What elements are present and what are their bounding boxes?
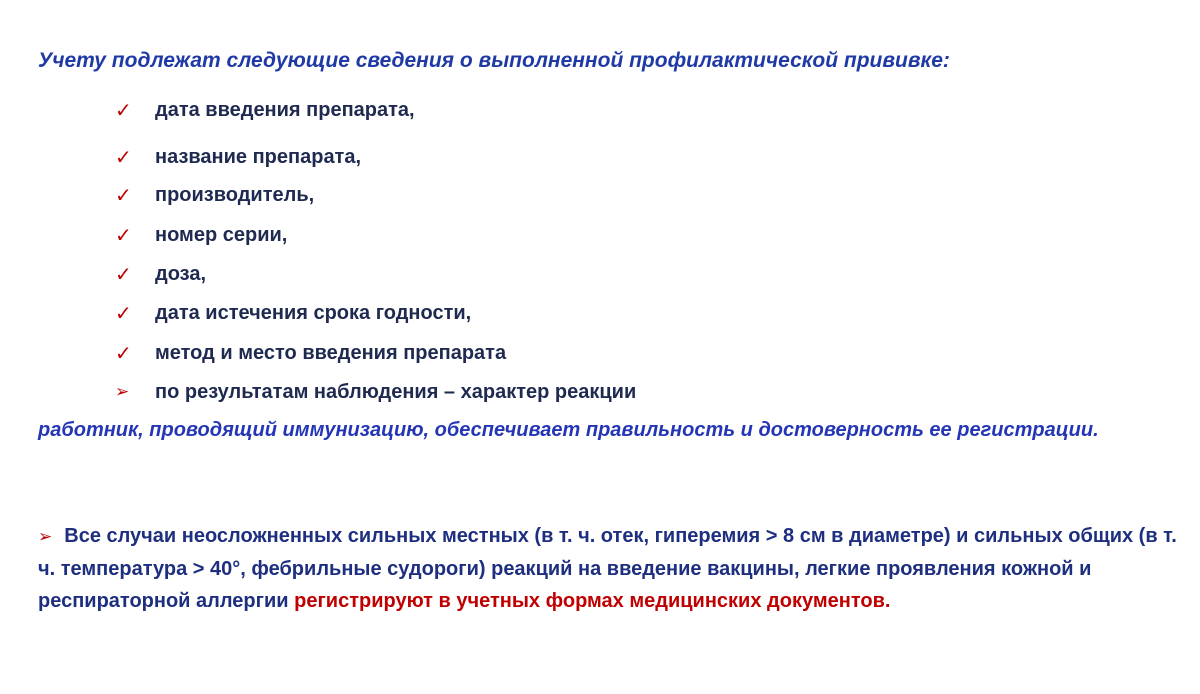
list-item: [115, 181, 314, 209]
list-item: [115, 339, 506, 367]
arrow-bullet-icon: ➢: [38, 527, 53, 547]
list-item: [115, 221, 287, 249]
checkmark-icon: ✓: [115, 262, 132, 286]
list-item-text: доза,: [155, 262, 207, 285]
reactions-text: Все случаи неосложненных сильных местных (в т. ч. отек, гиперемия > 8 см в диаметре) и сильных общих (в т. ч. температура > 40°, фебрильные судороги) реакций на введение вакцины, легкие проявления кожной и респираторной аллергии: [38, 525, 1177, 612]
list-item-text: дата введения препарата,: [155, 98, 415, 121]
checkmark-icon: ✓: [115, 223, 132, 247]
list-item-text: производитель,: [155, 183, 315, 206]
final-period: .: [884, 590, 891, 612]
checkmark-icon: ✓: [115, 341, 132, 365]
checkmark-icon: ✓: [115, 301, 132, 325]
list-item: [115, 143, 361, 171]
list-item-text: метод и место введения препарата: [155, 341, 507, 364]
list-item-text: номер серии,: [155, 223, 288, 246]
list-item-text: название препарата,: [155, 145, 362, 168]
list-item-text: дата истечения срока годности,: [155, 301, 472, 324]
list-item-text: по результатам наблюдения – характер реакции: [155, 380, 637, 403]
arrow-bullet-icon: ➢: [115, 382, 130, 402]
registration-highlight: регистрируют в учетных формах медицинских документов: [294, 590, 885, 612]
checkmark-icon: ✓: [115, 145, 132, 169]
checkmark-icon: ✓: [115, 183, 132, 207]
list-item: [115, 96, 415, 124]
list-item: [115, 378, 636, 406]
list-item: [115, 299, 471, 327]
checkmark-icon: ✓: [115, 98, 132, 122]
slide-heading: Учету подлежат следующие сведения о выполненной профилактической прививке:: [38, 49, 950, 72]
reactions-paragraph: [38, 520, 1188, 617]
list-item: [115, 260, 206, 288]
registration-note: работник, проводящий иммунизацию, обеспечивает правильность и достоверность ее регистрации.: [38, 419, 1099, 441]
